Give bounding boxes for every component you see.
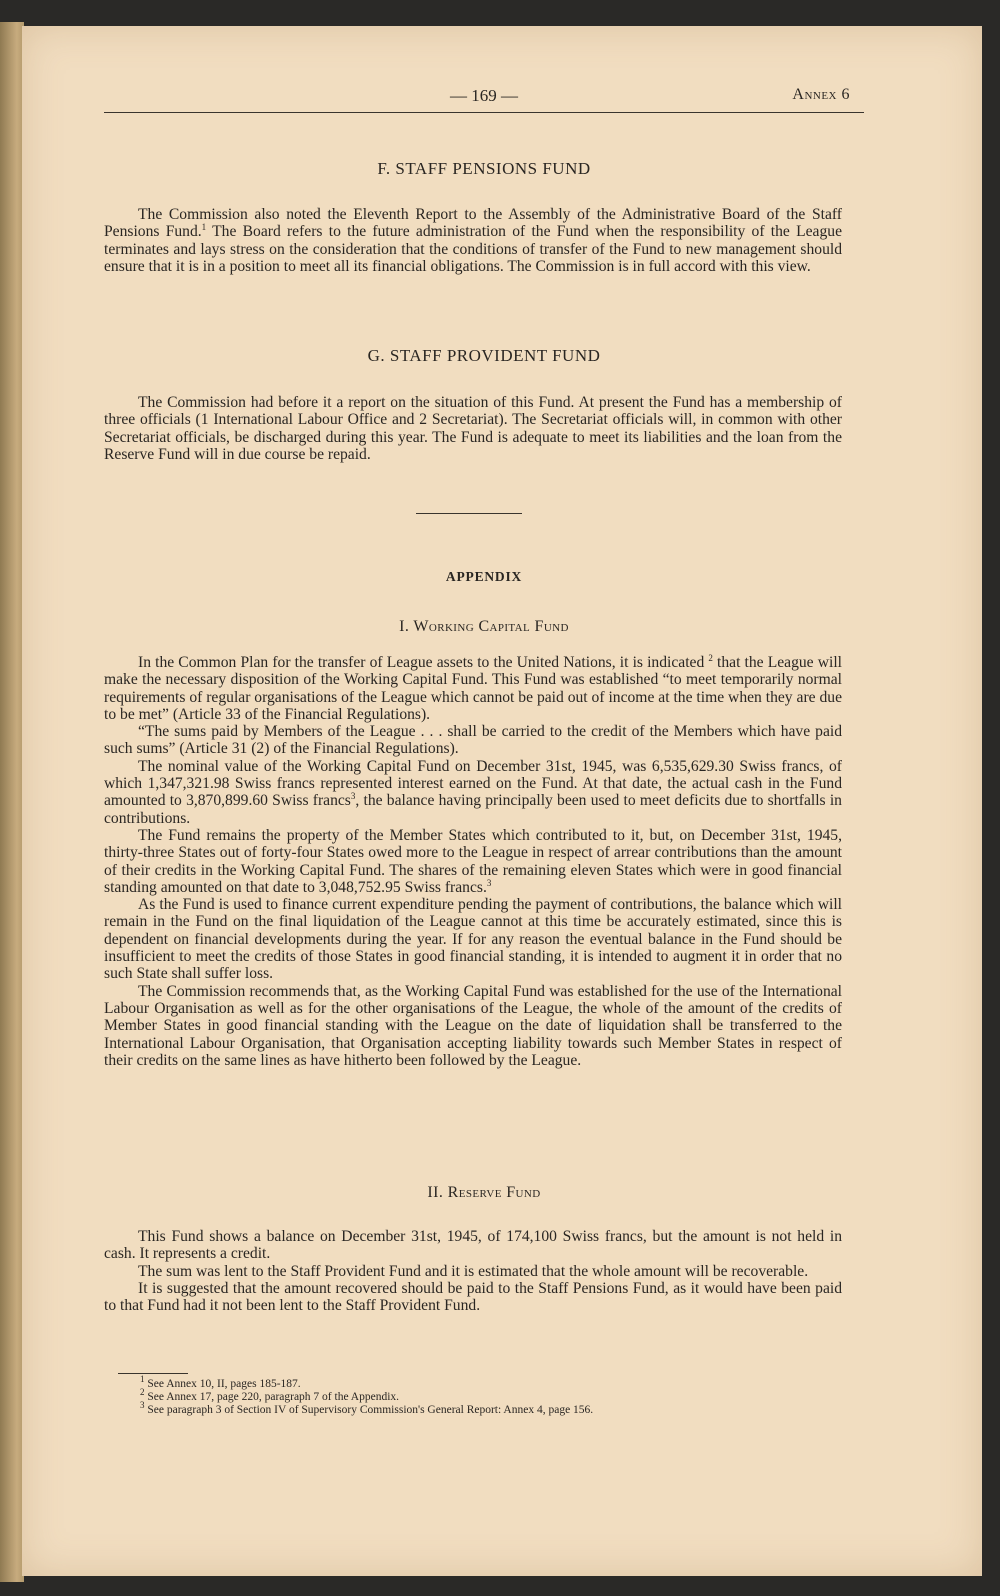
subheading-reserve-fund: II. Reserve Fund [427, 1184, 541, 1201]
annex-label: Annex 6 [792, 86, 850, 103]
footnote-text: See paragraph 3 of Section IV of Supervisory Commission's General Report: Annex 4, page 156. [144, 1404, 594, 1416]
footnotes [140, 1374, 840, 1417]
paragraph-text: In the Common Plan for the transfer of League assets to the United Nations, it is indicated [138, 654, 709, 671]
page-number: — 169 — [450, 86, 518, 105]
paragraph-text: The Fund remains the property of the Member States which contributed to it, but, on December 31st, 1945, thirty-three States out of forty-four States owed more to the League in respect of arrear contributions than the amount of their credits in the Working Capital Fund. The shares of the remaining eleven States which were in good financial standing amounted on that date to 3,048,752.95 Swiss francs. [104, 826, 842, 896]
paragraph-text: , the balance having principally been used to meet deficits due to shortfalls in contributions. [104, 792, 842, 827]
subheading-working-capital: I. Working Capital Fund [399, 618, 569, 635]
paragraph-text: The Board refers to the future administration of the Fund when the responsibility of the League terminates and lays stress on the consideration that the conditions of transfer of the Fund to new management should ensure that it is in a position to meet all its financial obligations. The Commission is in full accord with this view. [104, 223, 842, 275]
page-header [104, 84, 864, 113]
working-capital-body [104, 654, 842, 1069]
section-paragraph-staff-provident [104, 394, 842, 463]
footnote-ref: 1 [201, 222, 207, 233]
paragraph-text: that the League will make the necessary disposition of the Working Capital Fund. This Fund was established “to meet temporarily normal requirements of regular organisations of the League which cannot be paid out of income at the time when they are due to be met” (Article 33 of the Financial Regulations). [104, 654, 842, 723]
footnote-mark: 3 [140, 1400, 145, 1411]
footnote-mark: 2 [140, 1387, 145, 1398]
footnote-ref: 2 [708, 652, 713, 663]
previous-page-edge [0, 22, 24, 1582]
paragraph-text: This Fund shows a balance on December 31st, 1945, of 174,100 Swiss francs, but the amount is not held in cash. It represents a credit. [104, 1228, 842, 1263]
paragraph-text: The nominal value of the Working Capital Fund on December 31st, 1945, was 6,535,629.30 Swiss francs, of which 1,347,321.98 Swiss francs represented interest earned on the Fund. At that date, the actual cash in the Fund amounted to 3,870,899.60 Swiss francs [104, 757, 842, 810]
footnote-ref: 3 [350, 791, 356, 802]
appendix-title: APPENDIX [445, 569, 523, 584]
footnote-text: See Annex 10, II, pages 185-187. [144, 1378, 301, 1390]
paragraph-text: As the Fund is used to finance current expenditure pending the payment of contributions, the balance which will remain in the Fund on the final liquidation of the League cannot at this time be accurately estimated, since this is dependent on financial developments during the year. If for any reason the eventual balance in the Fund should be insufficient to meet the credits of those States in good financial standing, it is intended to augment it in order that no such State shall suffer loss. [104, 896, 842, 983]
footnote-text: See Annex 17, page 220, paragraph 7 of the Appendix. [144, 1391, 400, 1403]
section-heading-staff-pensions: F. STAFF PENSIONS FUND [377, 159, 591, 178]
paragraph-text: The Commission also noted the Eleventh Report to the Assembly of the Administrative Board of the Staff Pensions Fund. [104, 206, 842, 241]
section-paragraph-staff-pensions [104, 206, 842, 275]
footnote-mark: 1 [140, 1374, 145, 1385]
paragraph-text: The sum was lent to the Staff Provident Fund and it is estimated that the whole amount will be recoverable. [138, 1262, 809, 1280]
footnote-item [140, 1400, 840, 1417]
paragraph-text: The Commission recommends that, as the Working Capital Fund was established for the use of the International Labour Organisation as well as for the other organisations of the League, the whole of the amount of the credits of Member States in good financial standing with the League on the date of liquidation shall be transferred to the International Labour Organisation, that Organisation accepting liability towards such Member States in respect of their credits on the same lines as have hitherto been followed by the League. [104, 982, 842, 1069]
document-page [22, 26, 982, 1576]
paragraph-text: The Commission had before it a report on the situation of this Fund. At present the Fund has a membership of three officials (1 International Labour Office and 2 Secretariat). The Secretariat officials will, in common with other Secretariat officials, be discharged during this year. The Fund is adequate to meet its liabilities and the loan from the Reserve Fund will in due course be repaid. [104, 394, 842, 463]
section-divider [416, 513, 522, 514]
paragraph-text: “The sums paid by Members of the League . . . shall be carried to the credit of the Members which have paid such sums” (Article 31 (2) of the Financial Regulations). [104, 723, 842, 758]
reserve-fund-body [104, 1228, 842, 1314]
footnote-item [140, 1387, 840, 1404]
footnote-item [140, 1374, 840, 1391]
footnote-divider [118, 1373, 188, 1374]
section-heading-staff-provident: G. STAFF PROVIDENT FUND [367, 346, 601, 365]
footnote-ref: 3 [486, 877, 492, 888]
paragraph-text: It is suggested that the amount recovered should be paid to the Staff Pensions Fund, as it would have been paid to that Fund had it not been lent to the Staff Provident Fund. [104, 1279, 842, 1315]
